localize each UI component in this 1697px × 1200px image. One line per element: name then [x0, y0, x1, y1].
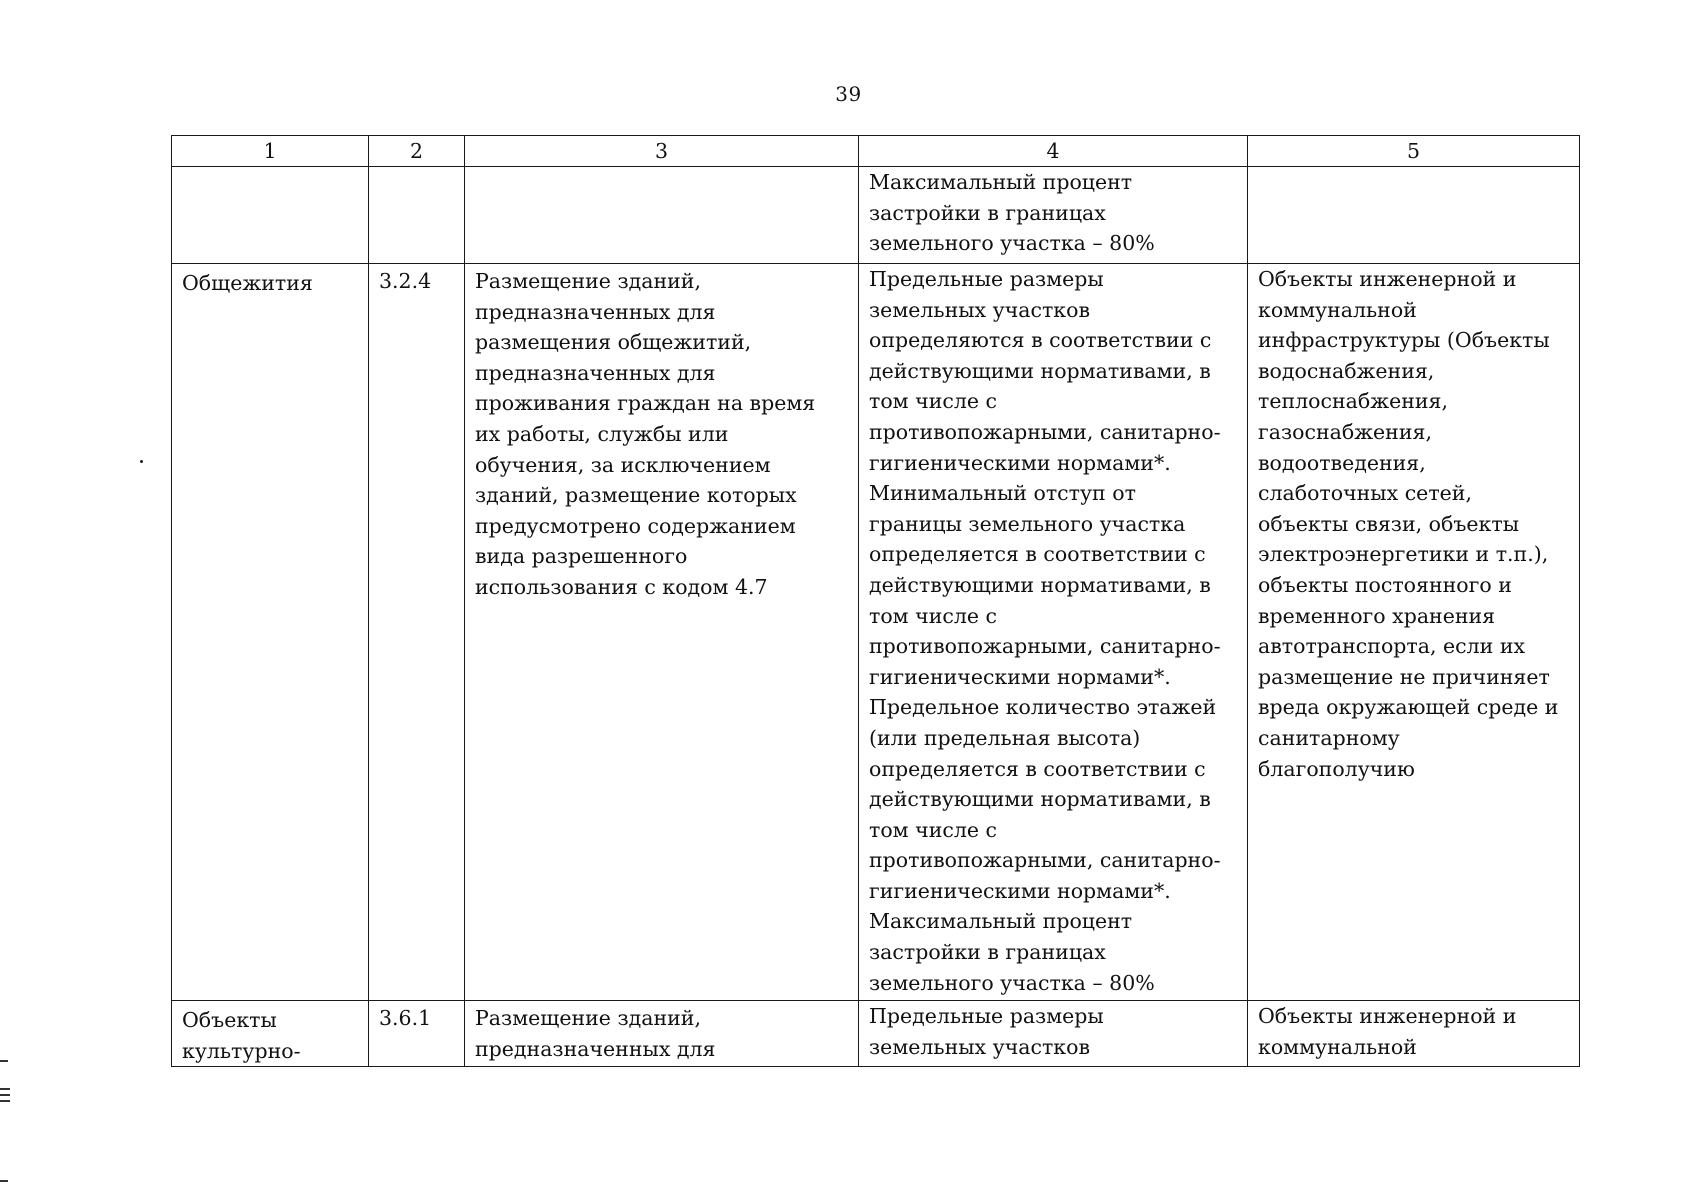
table-row [172, 1001, 1580, 1067]
use-description-cell: Размещение зданий, предназначенных для размещения общежитий, предназначенных для проживания граждан на время их работы, службы или обучения, за исключением зданий, размещение которых предусмотрено содержанием вида разрешенного использования с кодом 4.7 [465, 264, 859, 1001]
auxiliary-uses-cell: Объекты инженерной и коммунальной инфраструктуры (Объекты водоснабжения, теплоснабжения, газоснабжения, водоотведения, слаботочных сетей, объекты связи, объекты электроэнергетики и т.п.), объекты постоянного и временного хранения автотранспорта, если их размещение не причиняет вреда окружающей среде и санитарному благополучию [1248, 264, 1580, 1001]
parameters-cell: Максимальный процент застройки в границах земельного участка – 80% [859, 167, 1248, 264]
table-row [172, 167, 1580, 264]
auxiliary-uses-cell [1248, 167, 1580, 264]
use-description-cell [465, 167, 859, 264]
use-description-cell: Размещение зданий, предназначенных для [465, 1001, 859, 1067]
land-use-table [171, 135, 1580, 1067]
column-header: 4 [859, 136, 1248, 167]
parameters-cell: Предельные размеры земельных участков [859, 1001, 1248, 1067]
scan-edge-mark [0, 1088, 10, 1090]
use-code-cell: 3.2.4 [369, 264, 465, 1001]
auxiliary-uses-cell: Объекты инженерной и коммунальной [1248, 1001, 1580, 1067]
use-code-cell: 3.6.1 [369, 1001, 465, 1067]
scan-edge-mark [0, 1180, 8, 1182]
column-header: 5 [1248, 136, 1580, 167]
scan-edge-mark [0, 1060, 8, 1062]
column-header: 1 [172, 136, 369, 167]
use-type-name-cell: Объекты культурно- [172, 1001, 369, 1067]
parameters-cell: Предельные размеры земельных участков определяются в соответствии с действующими нормативами, в том числе с противопожарными, санитарно- гигиеническими нормами*. Минимальный отступ от границы земельного участка определяется в соответствии с действующими нормативами, в том числе с противопожарными, санитарно- гигиеническими нормами*. Предельное количество этажей (или предельная высота) определяется в соответствии с действующими нормативами, в том числе с противопожарными, санитарно- гигиеническими нормами*. Максимальный процент застройки в границах земельного участка – 80% [859, 264, 1248, 1001]
page-number: 39 [835, 82, 862, 106]
use-type-name-cell [172, 167, 369, 264]
use-code-cell [369, 167, 465, 264]
scan-edge-mark [0, 1100, 10, 1102]
table-header-row [172, 136, 1580, 167]
column-header: 3 [465, 136, 859, 167]
table-row [172, 264, 1580, 1001]
scan-edge-mark [0, 1094, 10, 1096]
use-type-name-cell: Общежития [172, 264, 369, 1001]
scan-dot-mark [140, 460, 143, 463]
column-header: 2 [369, 136, 465, 167]
